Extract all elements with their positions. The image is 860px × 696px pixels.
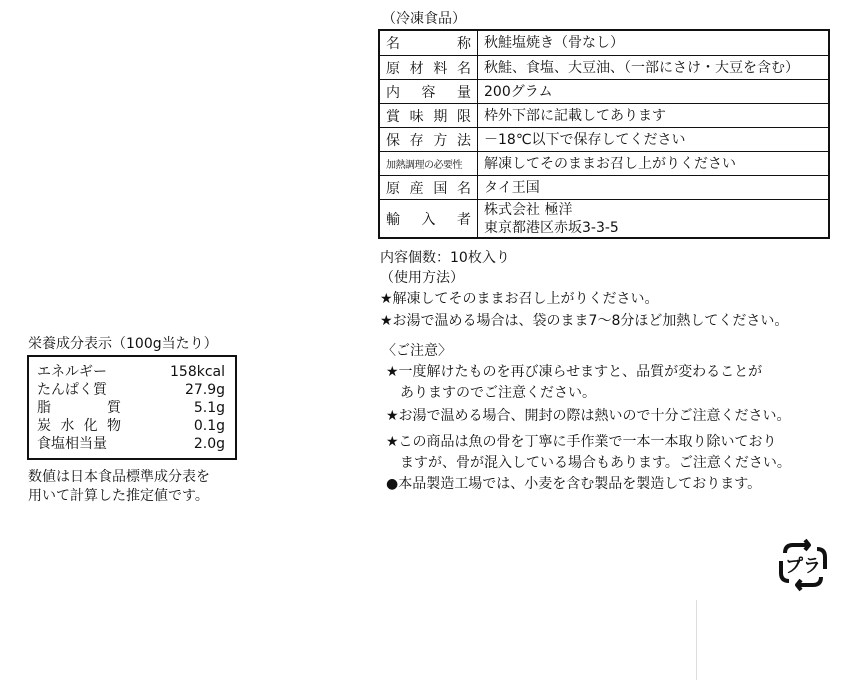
head-char: 原	[386, 60, 400, 77]
nutrition-note: 数値は日本食品標準成分表を	[28, 469, 210, 485]
info-row-storage	[380, 127, 828, 151]
head-char: 保	[386, 132, 400, 149]
nutrition-value: 0.1g	[193, 418, 225, 434]
nutrition-value: 27.9g	[184, 382, 225, 398]
head-char: 方	[433, 132, 448, 149]
caution-item: ★この商品は魚の骨を丁寧に手作業で一本一本取り除いており	[386, 434, 777, 450]
nutrition-value: 5.1g	[193, 400, 225, 416]
label-char: 質	[107, 400, 121, 416]
head-char: 産	[409, 180, 424, 197]
head-char: 期	[433, 108, 448, 125]
frozen-food-label: （冷凍食品）	[382, 11, 466, 27]
head-char: 材	[409, 60, 424, 77]
product-info-table	[378, 29, 830, 239]
nutrition-row-protein	[37, 381, 225, 399]
info-row-net-weight	[380, 79, 828, 103]
head-char: 名	[456, 60, 471, 77]
head-char: 称	[457, 36, 471, 52]
caution-item: ★お湯で温める場合、開封の際は熱いので十分ご注意ください。	[386, 408, 791, 424]
caution-item-continued: ありますのでご注意ください。	[400, 385, 596, 401]
info-row-ingredients	[380, 55, 828, 79]
label-text: エネルギー	[37, 364, 107, 380]
nutrition-row-fat	[37, 399, 225, 417]
recycle-mark-text: プラ	[785, 556, 821, 577]
info-value-net-weight: 200グラム	[484, 83, 553, 100]
label-char: 物	[106, 418, 121, 434]
head-char: 料	[433, 60, 448, 77]
info-head-name	[380, 31, 478, 55]
info-row-cooking	[380, 151, 828, 175]
contents-count: 内容個数：10枚入り	[380, 250, 510, 266]
importer-address: 東京都港区赤坂3-3-5	[484, 219, 619, 236]
info-value-origin: タイ王国	[484, 179, 540, 196]
usage-item: ★お湯で温める場合は、袋のまま7～8分ほど加熱してください。	[380, 313, 789, 329]
nutrition-row-energy	[37, 363, 225, 381]
head-char: 味	[409, 108, 424, 125]
head-char: 存	[409, 132, 424, 149]
head-char: 者	[457, 211, 471, 228]
caution-item-continued: ますが、骨が混入している場合もあります。ご注意ください。	[400, 455, 791, 471]
usage-heading: （使用方法）	[380, 270, 464, 286]
nutrition-label	[37, 435, 121, 453]
info-value-name: 秋鮭塩焼き（骨なし）	[484, 35, 624, 51]
label-text: 食塩相当量	[37, 436, 107, 452]
nutrition-row-carbohydrate	[37, 417, 225, 435]
info-head-cooking	[380, 152, 478, 175]
nutrition-table	[27, 355, 237, 460]
nutrition-note: 用いて計算した推定値です。	[28, 488, 209, 504]
nutrition-label	[37, 381, 121, 399]
info-row-origin	[380, 175, 828, 199]
label-char: 水	[60, 418, 75, 434]
info-row-name	[380, 31, 828, 55]
head-char: 容	[421, 84, 436, 101]
head-char: 賞	[386, 108, 400, 125]
nutrition-label	[37, 363, 121, 381]
head-char: 輸	[386, 211, 400, 228]
info-value-ingredients: 秋鮭、食塩、大豆油、（一部にさけ・大豆を含む）	[484, 59, 799, 76]
nutrition-label	[37, 399, 121, 417]
nutrition-value: 158kcal	[170, 364, 225, 380]
info-value-storage: －18℃以下で保存してください	[484, 131, 686, 148]
usage-item: ★解凍してそのままお召し上がりください。	[380, 291, 659, 307]
label-char: 化	[83, 418, 98, 434]
importer-name: 株式会社 極洋	[484, 201, 573, 218]
info-value-importer	[478, 200, 828, 237]
head-char: 名	[386, 36, 400, 52]
info-value-best-before: 枠外下部に記載してあります	[484, 107, 666, 124]
nutrition-row-salt	[37, 435, 225, 453]
allergen-notice: ●本品製造工場では、小麦を含む製品を製造しております。	[386, 476, 762, 492]
info-head-best-before	[380, 104, 478, 127]
head-char: 量	[457, 84, 471, 101]
head-char: 国	[433, 180, 448, 197]
plastic-recycle-icon	[775, 537, 831, 593]
nutrition-label	[37, 417, 121, 435]
divider-line	[696, 600, 697, 680]
head-char: 内	[386, 84, 400, 101]
head-char: 法	[456, 132, 471, 149]
nutrition-value: 2.0g	[193, 436, 225, 452]
info-value-cooking: 解凍してそのままお召し上がりください	[484, 155, 736, 172]
head-char: 原	[386, 180, 400, 197]
caution-heading: 〈ご注意〉	[382, 343, 452, 359]
info-head-importer	[380, 200, 478, 237]
head-char: 限	[456, 108, 471, 125]
info-head-ingredients	[380, 56, 478, 79]
info-row-best-before	[380, 103, 828, 127]
info-row-importer	[380, 199, 828, 237]
caution-item: ★一度解けたものを再び凍らせますと、品質が変わることが	[386, 364, 763, 380]
label-text: たんぱく質	[37, 382, 107, 398]
info-head-origin	[380, 176, 478, 199]
info-head-net-weight	[380, 80, 478, 103]
nutrition-title: 栄養成分表示（100g当たり）	[28, 336, 218, 352]
head-text: 加熱調理の必要性	[386, 160, 462, 171]
label-char: 脂	[37, 400, 51, 416]
head-char: 入	[421, 211, 436, 228]
info-head-storage	[380, 128, 478, 151]
head-char: 名	[456, 180, 471, 197]
label-char: 炭	[37, 418, 51, 434]
